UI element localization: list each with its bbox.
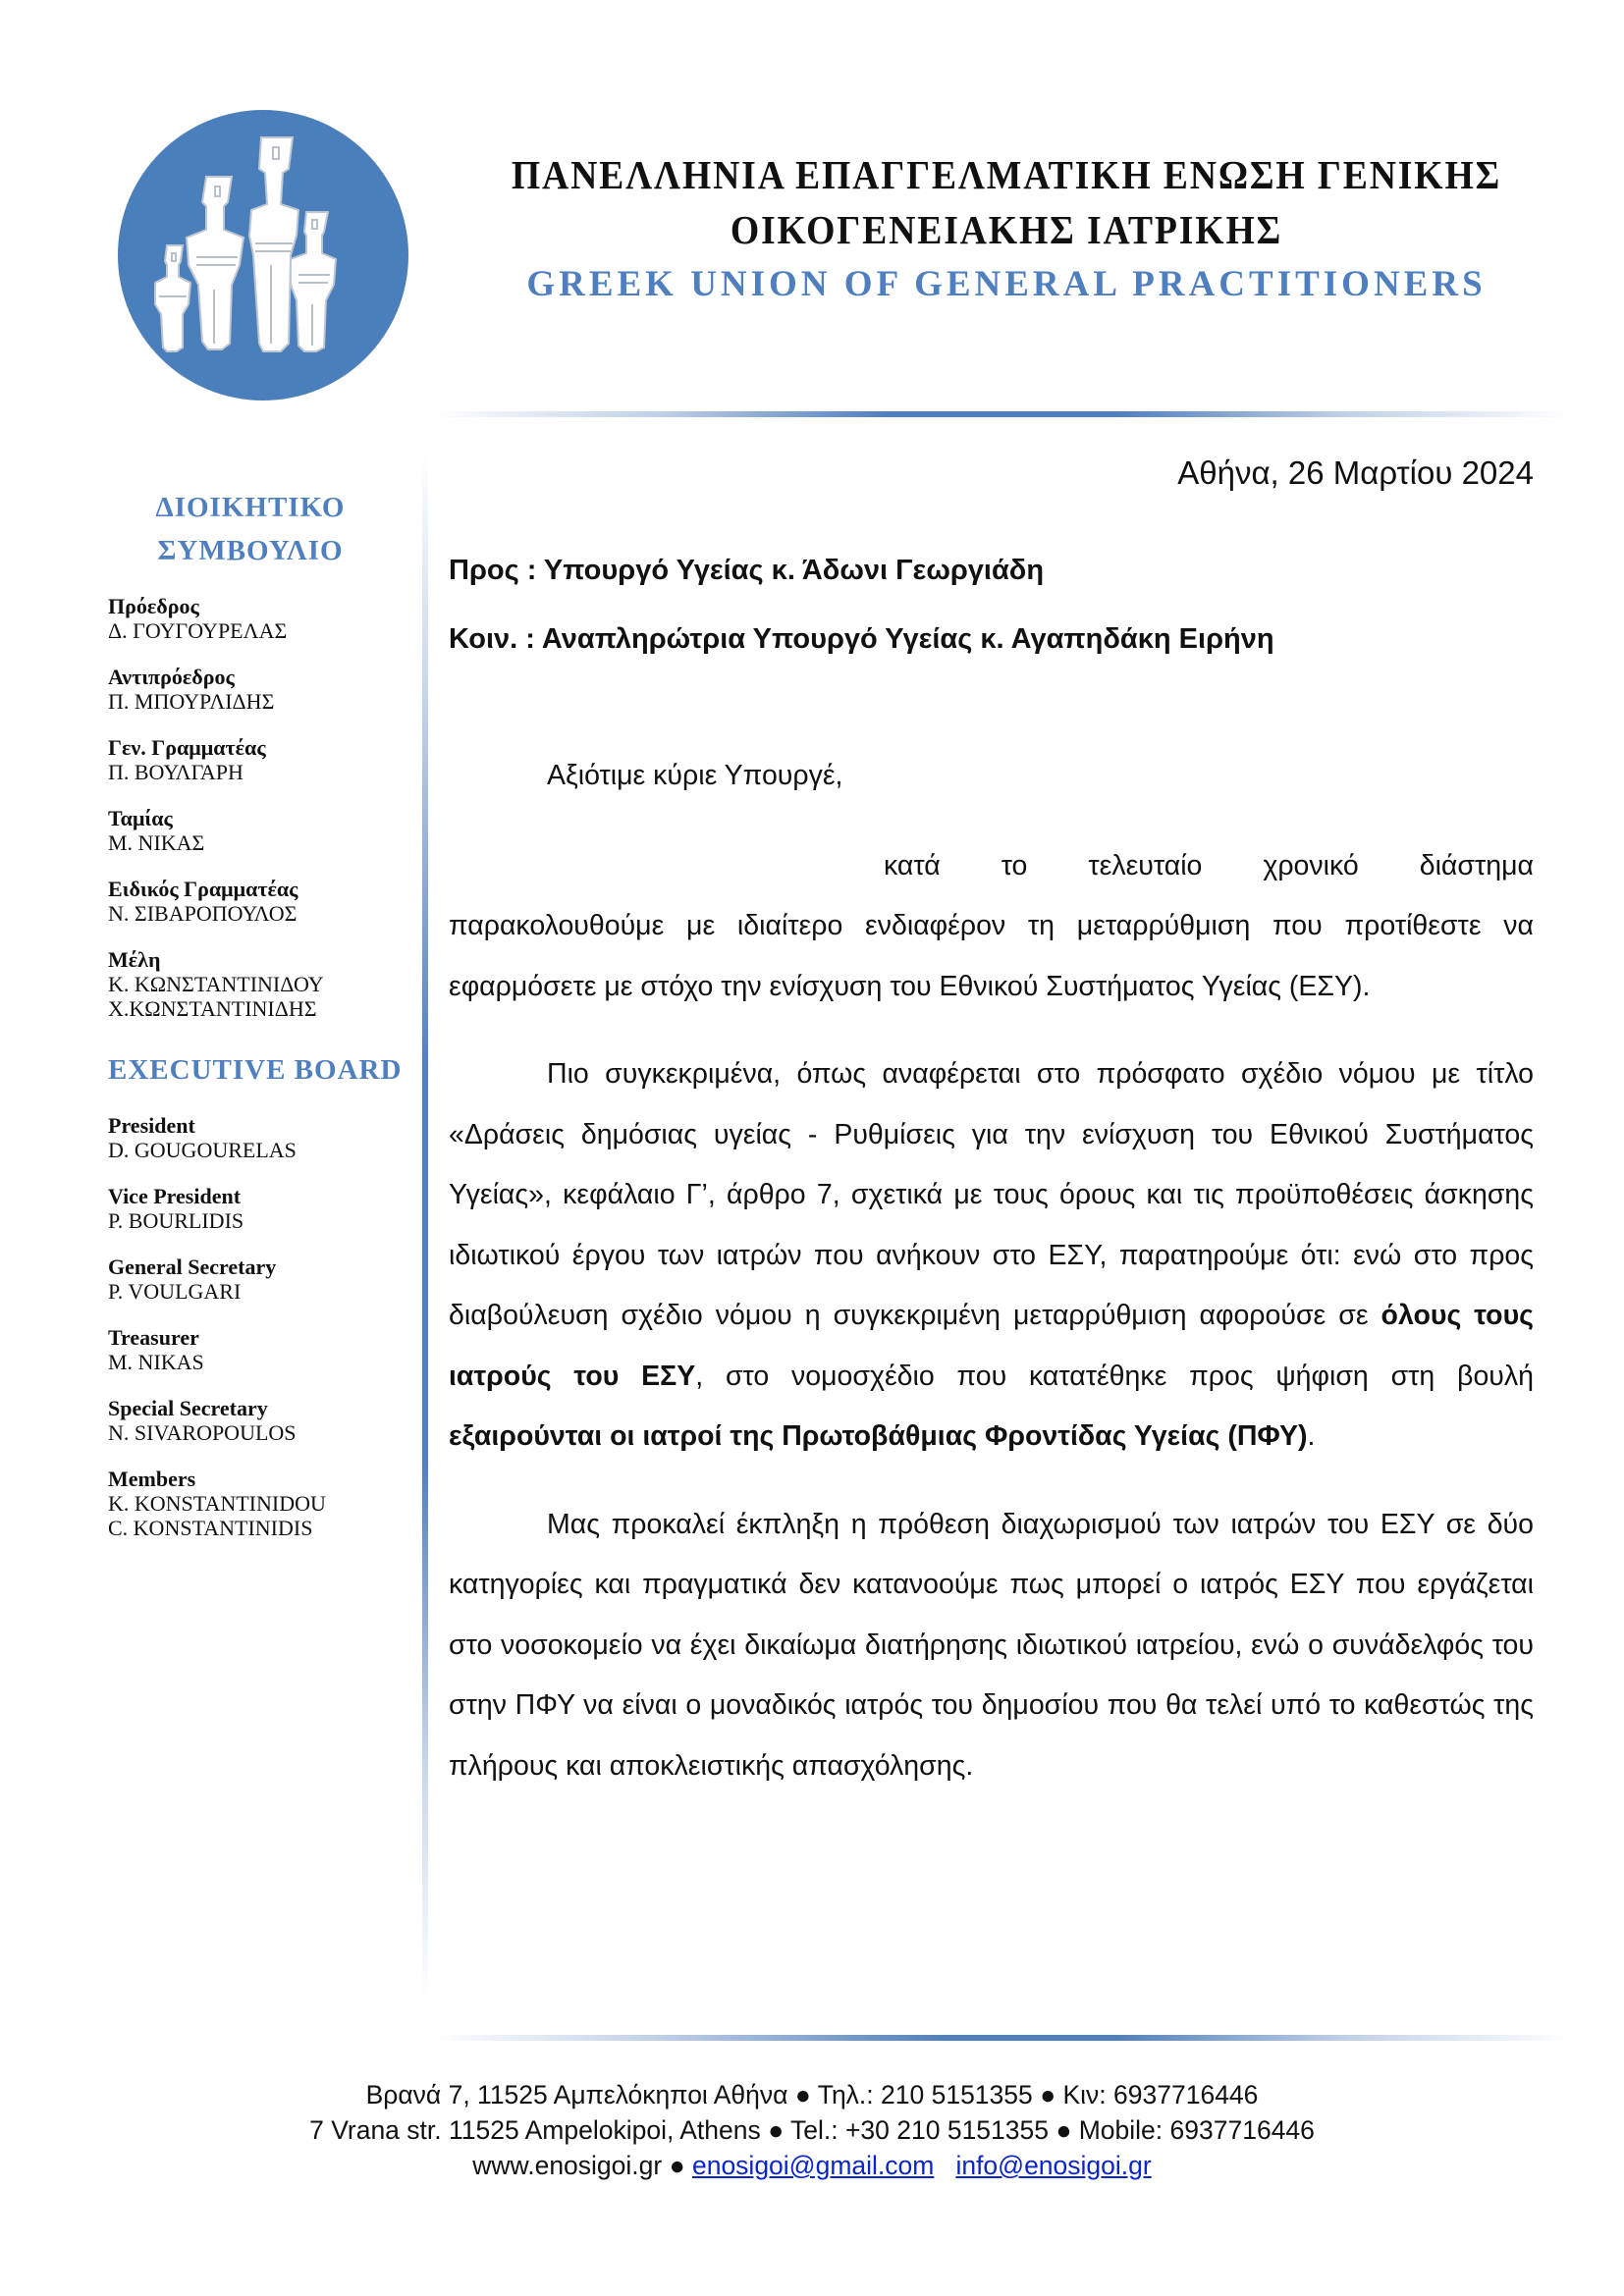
greek-board-title-1: ΔΙΟΙΚΗΤΙΚΟ [155, 492, 346, 523]
board-entry [108, 665, 403, 714]
header-divider [432, 411, 1571, 417]
email-link-gmail[interactable]: enosigoi@gmail.com [691, 2151, 935, 2180]
paragraph-3: Μας προκαλεί έκπληξη η πρόθεση διαχωρισμού των ιατρών του ΕΣΥ σε δύο κατηγορίες και πραγματικά δεν κατανοούμε πως μπορεί ο ιατρός ΕΣΥ που εργάζεται στο νοσοκομείο να έχει δικαίωμα διατήρησης ιδιωτικού ιατρείου, ενώ ο συνάδελφός του στην ΠΦΥ να είναι ο μοναδικός ιατρός του δημοσίου που θα τελεί υπό το καθεστώς της πλήρους και αποκλειστικής απασχόλησης. [449, 1508, 1534, 1782]
board-entry [108, 1396, 403, 1445]
board-name: M. NIKAS [108, 1350, 204, 1374]
board-name: Χ.ΚΩΝΣΤΑΝΤΙΝΙΔΗΣ [108, 996, 317, 1021]
board-role: General Secretary [108, 1255, 277, 1279]
footer-address-greek: Βρανά 7, 11525 Αμπελόκηποι Αθήνα ● Τηλ.: 210 5151355 ● Κιν: 6937716446 [365, 2080, 1259, 2109]
board-entry [108, 1184, 403, 1233]
board-role: Αντιπρόεδρος [108, 665, 235, 689]
english-board-title: EXECUTIVE BOARD [108, 1054, 403, 1086]
board-role: Ταμίας [108, 806, 173, 830]
board-name: N. SIVAROPOULOS [108, 1420, 297, 1445]
footer-address-english: 7 Vrana str. 11525 Ampelokipoi, Athens ● Tel.: +30 210 5151355 ● Mobile: 6937716446 [309, 2115, 1315, 2145]
board-role: Γεν. Γραμματέας [108, 735, 266, 760]
sidebar-divider [422, 452, 428, 2002]
board-name: Π. ΜΠΟΥΡΛΙΔΗΣ [108, 689, 275, 714]
board-name: D. GOUGOURELAS [108, 1138, 297, 1162]
paragraph-2 [449, 1044, 1534, 1468]
board-name: Π. ΒΟΥΛΓΑΡΗ [108, 760, 244, 784]
board-name: C. KONSTANTINIDIS [108, 1516, 313, 1540]
board-name: P. VOULGARI [108, 1279, 242, 1304]
letterhead [461, 147, 1551, 312]
email-link-info[interactable]: info@enosigoi.gr [955, 2151, 1152, 2180]
board-entry [108, 735, 403, 784]
website-text: www.enosigoi.gr ● [472, 2151, 685, 2180]
salutation: Αξιότιμε κύριε Υπουργέ, [547, 760, 843, 791]
board-role: Members [108, 1467, 196, 1491]
paragraph-2-text-b: , στο νομοσχέδιο που κατατέθηκε προς ψήφιση στη βουλή [695, 1360, 1534, 1392]
board-name: Μ. ΝΙΚΑΣ [108, 830, 205, 855]
board-role: Μέλη [108, 947, 161, 972]
org-name-english: GREEK UNION OF GENERAL PRACTITIONERS [526, 264, 1487, 304]
paragraph-2-emphasis-2: εξαιρούνται οι ιατροί της Πρωτοβάθμιας Φροντίδας Υγείας (ΠΦΥ) [449, 1420, 1308, 1452]
board-role: Special Secretary [108, 1396, 268, 1420]
board-role: Ειδικός Γραμματέας [108, 877, 298, 901]
board-role: Treasurer [108, 1325, 199, 1350]
paragraph-1: κατά το τελευταίο χρονικό διάστημα παρακολουθούμε με ιδιαίτερο ενδιαφέρον τη μεταρρύθμιση που προτίθεστε να εφαρμόσετε με στόχο την ενίσχυση του Εθνικού Συστήματος Υγείας (ΕΣΥ). [449, 849, 1534, 1002]
board-name: K. KONSTANTINIDOU [108, 1491, 326, 1516]
board-entry [108, 1113, 403, 1162]
footer [0, 2077, 1624, 2183]
paragraph-2-text-a: Πιο συγκεκριμένα, όπως αναφέρεται στο πρόσφατο σχέδιο νόμου με τίτλο «Δράσεις δημόσιας υγείας - Ρυθμίσεις για την ενίσχυση του Εθνικού Συστήματος Υγείας», κεφάλαιο Γ’, άρθρο 7, σχετικά με τους όρους και τις προϋποθέσεις άσκησης ιδιωτικού έργου των ιατρών που ανήκουν στο ΕΣΥ, παρατηρούμε ότι: ενώ στο προς διαβούλευση σχέδιο νόμου η συγκεκριμένη μεταρρύθμιση αφορούσε σε [449, 1058, 1534, 1331]
letter-date: Αθήνα, 26 Μαρτίου 2024 [1177, 454, 1534, 491]
board-name: Ν. ΣΙΒΑΡΟΠΟΥΛΟΣ [108, 901, 298, 926]
board-entry [108, 947, 403, 1021]
recipient-line: Προς : Υπουργό Υγείας κ. Άδωνι Γεωργιάδη [449, 555, 1045, 586]
board-entry [108, 594, 403, 643]
board-entry [108, 1325, 403, 1374]
english-board-list [108, 1113, 403, 1540]
board-entry [108, 1255, 403, 1304]
board-entry [108, 877, 403, 926]
footer-divider [432, 2035, 1571, 2041]
greek-board-list [108, 594, 403, 1021]
org-name-greek-line2: ΟΙΚΟΓΕΝΕΙΑΚΗΣ ΙΑΤΡΙΚΗΣ [730, 207, 1283, 252]
board-entry [108, 806, 403, 855]
board-role: President [108, 1113, 195, 1138]
board-name: P. BOURLIDIS [108, 1208, 244, 1233]
paragraph-2-text-c: . [1307, 1420, 1316, 1452]
board-role: Vice President [108, 1184, 242, 1208]
letter-body [449, 746, 1534, 1796]
board-name: Δ. ΓΟΥΓΟΥΡΕΛΑΣ [108, 618, 288, 643]
addressees [449, 536, 1274, 673]
cc-line: Κοιν. : Αναπληρώτρια Υπουργό Υγείας κ. Αγαπηδάκη Ειρήνη [449, 623, 1274, 655]
greek-board-title-2: ΣΥΜΒΟΥΛΙΟ [157, 535, 344, 566]
org-name-greek-line1: ΠΑΝΕΛΛΗΝΙΑ ΕΠΑΓΓΕΛΜΑΤΙΚΗ ΕΝΩΣΗ ΓΕΝΙΚΗΣ [511, 152, 1502, 197]
board-name: Κ. ΚΩΝΣΤΑΝΤΙΝΙΔΟΥ [108, 972, 324, 996]
board-sidebar [108, 486, 403, 1540]
footer-contacts [0, 2148, 1624, 2183]
paragraph-2-emphasis-1: όλους τους ιατρούς του ΕΣΥ [449, 1300, 1534, 1392]
union-logo [116, 108, 410, 402]
board-role: Πρόεδρος [108, 594, 199, 618]
board-entry [108, 1467, 403, 1540]
